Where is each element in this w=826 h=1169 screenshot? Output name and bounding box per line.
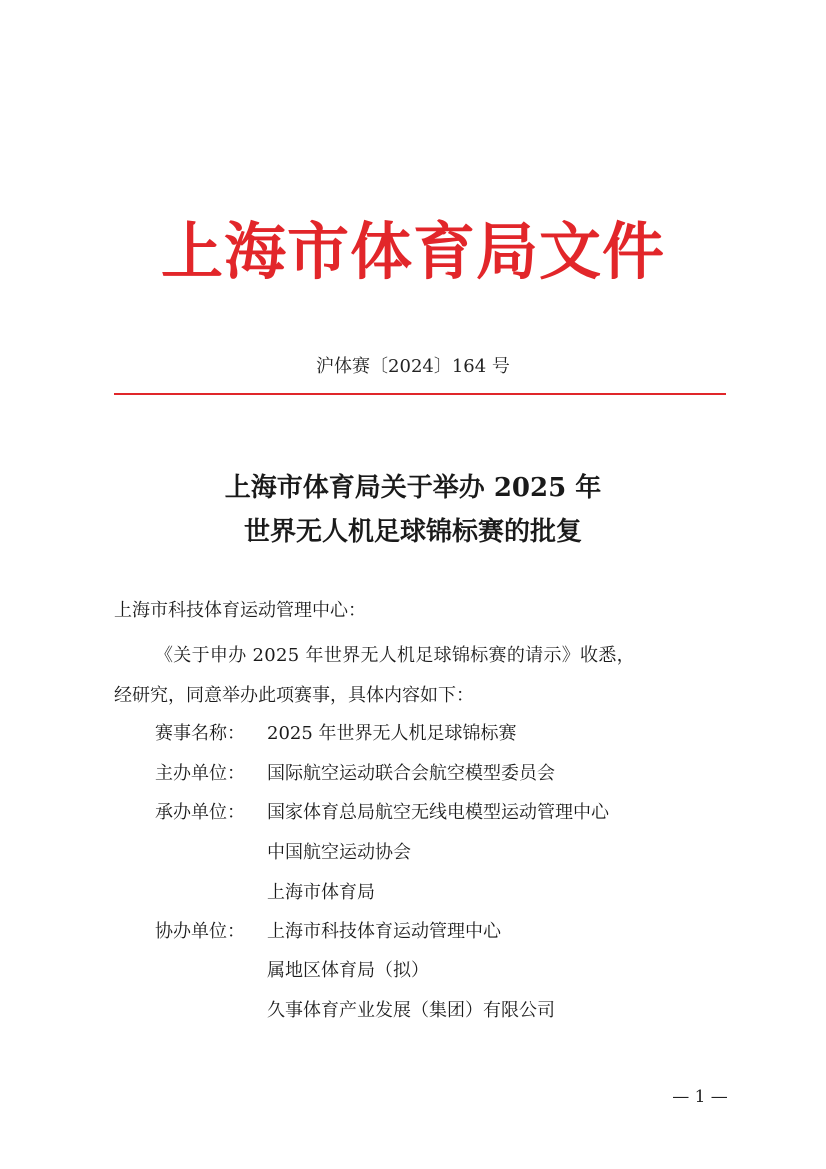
- organizer-item: 中国航空运动协会: [267, 842, 411, 863]
- co-organizer-item: 久事体育产业发展（集团）有限公司: [267, 1000, 555, 1021]
- document-number: 沪体赛〔2024〕164 号: [316, 356, 510, 377]
- host-label: 主办单位：: [155, 763, 245, 784]
- co-organizer-item: 属地区体育局（拟）: [267, 960, 429, 981]
- document-masthead: 上海市体育局文件: [160, 215, 665, 288]
- co-organizer-label: 协办单位：: [155, 921, 245, 942]
- organizer-item: 国家体育总局航空无线电模型运动管理中心: [267, 802, 609, 823]
- organizer-label: 承办单位：: [155, 802, 245, 823]
- title-line-1: 上海市体育局关于举办 2025 年: [224, 473, 602, 503]
- body-paragraph-line-2: 经研究，同意举办此项赛事，具体内容如下：: [114, 685, 474, 706]
- host-value: 国际航空运动联合会航空模型委员会: [267, 763, 555, 784]
- body-paragraph-line-1: 《关于申办 2025 年世界无人机足球锦标赛的请示》收悉，: [155, 645, 635, 666]
- document-title: [0, 466, 826, 554]
- event-name-label: 赛事名称：: [155, 723, 245, 744]
- red-divider-line: [114, 393, 726, 395]
- addressee: 上海市科技体育运动管理中心：: [114, 600, 366, 621]
- organizer-item: 上海市体育局: [267, 882, 375, 903]
- title-line-2: 世界无人机足球锦标赛的批复: [243, 517, 582, 547]
- event-name-value: 2025 年世界无人机足球锦标赛: [267, 723, 517, 744]
- page-number: — 1 —: [672, 1087, 728, 1107]
- co-organizer-item: 上海市科技体育运动管理中心: [267, 921, 501, 942]
